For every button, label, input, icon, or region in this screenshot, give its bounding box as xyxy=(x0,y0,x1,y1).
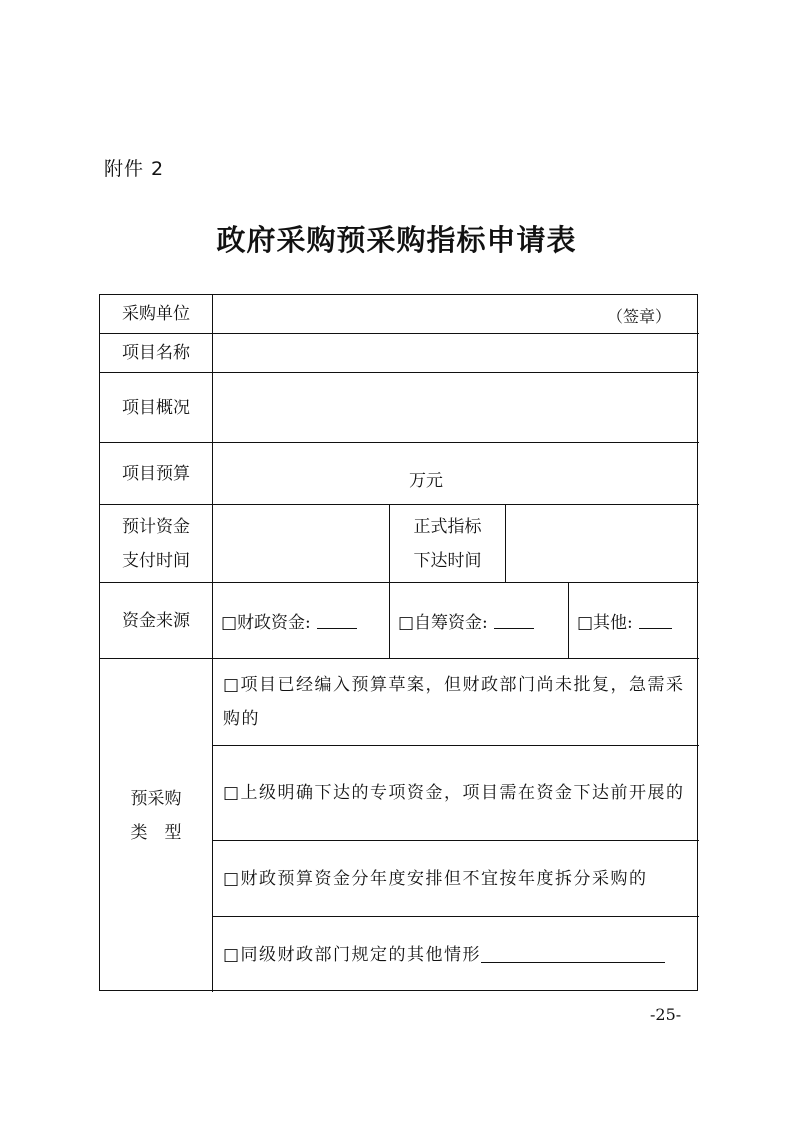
type-option-budget-draft[interactable] xyxy=(213,659,699,746)
attachment-label: 附件 2 xyxy=(104,158,165,180)
project-overview-field[interactable] xyxy=(213,373,699,443)
project-budget-label xyxy=(100,443,213,505)
project-name-label-text: 项目名称 xyxy=(122,343,190,363)
application-form xyxy=(99,294,698,991)
payment-time-label xyxy=(100,505,213,583)
payment-time-label-line2: 支付时间 xyxy=(122,550,190,571)
type-option-other[interactable] xyxy=(213,917,699,992)
type-option-multi-year-text: □财政预算资金分年度安排但不宜按年度拆分采购的 xyxy=(223,868,648,889)
fund-source-other-text: □其他: xyxy=(577,613,633,633)
pre-purchase-type-label-line1: 预采购 xyxy=(130,788,182,809)
formal-quota-time-label-line1: 正式指标 xyxy=(413,516,482,537)
project-overview-label-text: 项目概况 xyxy=(122,397,190,418)
type-option-other-text: □同级财政部门规定的其他情形 xyxy=(223,944,482,965)
type-option-special-fund[interactable] xyxy=(213,746,699,841)
page-number: -25- xyxy=(650,1005,682,1024)
fund-source-fiscal-text: □财政资金: xyxy=(221,613,311,633)
purchasing-unit-field[interactable] xyxy=(213,295,699,334)
form-title: 政府采购预采购指标申请表 xyxy=(216,223,577,257)
fund-source-fiscal[interactable] xyxy=(213,583,390,659)
formal-quota-time-field[interactable] xyxy=(506,505,699,583)
stamp-note: （签章） xyxy=(606,307,671,326)
type-option-budget-draft-text: □项目已经编入预算草案，但财政部门尚未批复，急需采购的 xyxy=(223,675,685,729)
type-option-multi-year[interactable] xyxy=(213,841,699,917)
project-budget-label-text: 项目预算 xyxy=(122,463,190,484)
fund-source-other-blank[interactable] xyxy=(639,612,672,629)
budget-unit: 万元 xyxy=(409,471,443,491)
pre-purchase-type-label xyxy=(100,659,213,992)
project-name-label xyxy=(100,334,213,373)
pre-purchase-type-label-line2: 类 型 xyxy=(130,822,182,843)
fund-source-self[interactable] xyxy=(390,583,569,659)
payment-time-label-line1: 预计资金 xyxy=(122,516,190,537)
fund-source-self-text: □自筹资金: xyxy=(398,613,488,633)
purchasing-unit-label xyxy=(100,295,213,334)
project-overview-label xyxy=(100,373,213,443)
project-budget-field[interactable] xyxy=(213,443,699,505)
fund-source-other[interactable] xyxy=(569,583,699,659)
project-name-field[interactable] xyxy=(213,334,699,373)
type-option-other-blank[interactable] xyxy=(481,946,665,963)
formal-quota-time-label xyxy=(390,505,506,583)
payment-time-field[interactable] xyxy=(213,505,390,583)
fund-source-fiscal-blank[interactable] xyxy=(317,612,357,629)
fund-source-self-blank[interactable] xyxy=(494,612,534,629)
fund-source-label xyxy=(100,583,213,659)
fund-source-label-text: 资金来源 xyxy=(122,610,190,631)
formal-quota-time-label-line2: 下达时间 xyxy=(413,550,482,571)
purchasing-unit-label-text: 采购单位 xyxy=(122,304,190,324)
type-option-special-fund-text: □上级明确下达的专项资金，项目需在资金下达前开展的 xyxy=(223,783,685,803)
